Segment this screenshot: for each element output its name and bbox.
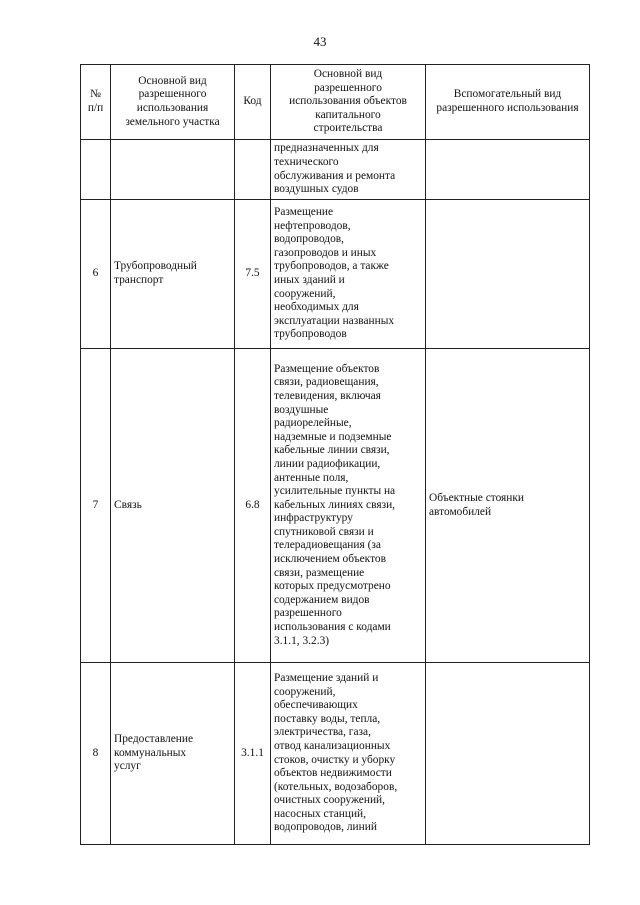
row-code (235, 140, 271, 200)
row-number (81, 140, 111, 200)
row-auxiliary-use: Объектные стоянки автомобилей (426, 349, 590, 663)
row-description: Размещение зданий и сооружений, обеспечивающих поставку воды, тепла, электричества, газа, отвод канализационных стоков, очистку и уборку объектов недвижимости (котельных, водозаборов, очистных сооружений, насосных станций, водопроводов, линий (271, 663, 426, 845)
row-land-use-name: Трубопроводный транспорт (111, 200, 235, 349)
row-code: 3.1.1 (235, 663, 271, 845)
page-number: 43 (313, 34, 327, 49)
header-code: Код (235, 65, 271, 140)
row-auxiliary-use (426, 200, 590, 349)
row-auxiliary-use (426, 663, 590, 845)
row-land-use-name: Связь (111, 349, 235, 663)
row-description: предназначенных для технического обслуживания и ремонта воздушных судов (271, 140, 426, 200)
row-number: 6 (81, 200, 111, 349)
header-main-object-use: Основной вид разрешенного использования объектов капитального строительства (271, 65, 426, 140)
row-code: 6.8 (235, 349, 271, 663)
row-land-use-name (111, 140, 235, 200)
header-number: № п/п (81, 65, 111, 140)
header-main-land-use: Основной вид разрешенного использования земельного участка (111, 65, 235, 140)
table-row (81, 663, 590, 845)
row-auxiliary-use (426, 140, 590, 200)
row-number: 8 (81, 663, 111, 845)
table-row (81, 349, 590, 663)
header-auxiliary-use: Вспомогательный вид разрешенного использования (426, 65, 590, 140)
row-land-use-name: Предоставление коммунальных услуг (111, 663, 235, 845)
land-use-table (80, 64, 590, 845)
table-row (81, 200, 590, 349)
row-description: Размещение объектов связи, радиовещания, телевидения, включая воздушные радиорелейные, надземные и подземные кабельные линии связи, линии радиофикации, антенные поля, усилительные пункты на кабельных линиях связи, инфраструктуру спутниковой связи и телерадиовещания (за исключением объектов связи, размещение которых предусмотрено содержанием видов разрешенного использования с кодами 3.1.1, 3.2.3) (271, 349, 426, 663)
row-description: Размещение нефтепроводов, водопроводов, газопроводов и иных трубопроводов, а также иных зданий и сооружений, необходимых для эксплуатации названных трубопроводов (271, 200, 426, 349)
table-row (81, 140, 590, 200)
row-code: 7.5 (235, 200, 271, 349)
row-number: 7 (81, 349, 111, 663)
table-header-row (81, 65, 590, 140)
